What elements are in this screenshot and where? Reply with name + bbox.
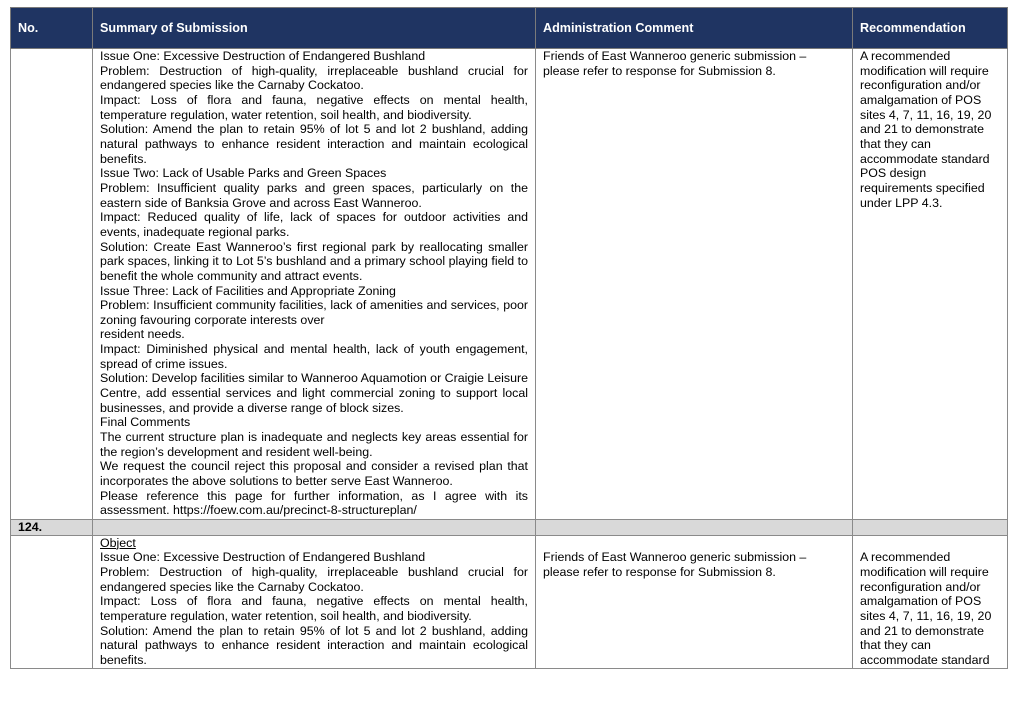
summary-line: Impact: Loss of flora and fauna, negative effects on mental health, temperature regulation, water retention, soil health, and biodiversity. [100,594,528,623]
header-summary: Summary of Submission [93,8,536,49]
cell-comment: Friends of East Wanneroo generic submission – please refer to response for Submission 8. [536,49,853,520]
summary-line: Impact: Loss of flora and fauna, negative effects on mental health, temperature regulation, water retention, soil health, and biodiversity. [100,92,528,122]
summary-line: Problem: Destruction of high-quality, irreplaceable bushland crucial for endangered species like the Carnaby Cockatoo. [100,63,528,93]
summary-line: The current structure plan is inadequate and neglects key areas essential for the region’s development and resident well-being. [100,430,528,459]
summary-line: resident needs. [100,327,185,342]
summary-line: Issue One: Excessive Destruction of Endangered Bushland [100,49,426,63]
header-comment: Administration Comment [536,8,853,49]
recommendation-line: POS design [860,166,927,181]
recommendation-line: and 21 to demonstrate [860,122,984,137]
cell-recommendation [853,49,1008,520]
header-recommendation: Recommendation [853,8,1008,49]
number-row-empty [536,520,853,536]
recommendation-line: that they can [860,638,931,653]
summary-line: Final Comments [100,415,191,430]
cell-summary [93,49,536,520]
summary-line: Issue Three: Lack of Facilities and Appropriate Zoning [100,283,396,298]
summary-line: Impact: Reduced quality of life, lack of spaces for outdoor activities and events, inadequate regional parks. [100,210,528,239]
recommendation-line: requirements specified [860,180,985,195]
recommendation-line: amalgamation of POS [860,594,982,609]
summary-line: Please reference this page for further information, as I agree with its assessment. https://foew.com.au/precinct-8-structureplan/ [100,488,528,518]
recommendation-line: A recommended [860,550,951,565]
recommendation-line: sites 4, 7, 11, 16, 19, 20 [860,107,992,122]
summary-line: Solution: Amend the plan to retain 95% of lot 5 and lot 2 bushland, adding natural pathways to enhance resident interaction and maintain ecological benefits. [100,623,528,667]
cell-no [11,535,93,668]
submission-number: 124. [11,520,93,536]
recommendation-line: that they can [860,136,931,151]
recommendation-line: and 21 to demonstrate [860,623,984,638]
table-row [11,49,1008,520]
summary-line: Issue One: Excessive Destruction of Endangered Bushland [100,550,426,565]
cell-comment [536,535,853,668]
recommendation-line: accommodate standard [860,151,990,166]
recommendation-line: accommodate standard [860,652,990,667]
number-row-empty [93,520,536,536]
header-no: No. [11,8,93,49]
summary-line: Solution: Create East Wanneroo’s first regional park by reallocating smaller park spaces, linking it to Lot 5’s bushland and a primary school playing field to benefit the whole community and attract events. [100,239,528,283]
submissions-table [10,7,1008,669]
number-row-empty [853,520,1008,536]
recommendation-line: under LPP 4.3. [860,195,943,210]
table-row [11,535,1008,668]
summary-line: Issue Two: Lack of Usable Parks and Green Spaces [100,166,387,181]
summary-line: Problem: Insufficient quality parks and green spaces, particularly on the eastern side of Banksia Grove and across East Wanneroo. [100,180,528,210]
spacer [543,536,845,551]
cell-recommendation [853,535,1008,668]
submission-number-row [11,520,1008,536]
comment-text: Friends of East Wanneroo generic submission – please refer to response for Submission 8. [543,550,807,579]
summary-heading: Object [100,535,136,550]
recommendation-line: A recommended [860,49,951,63]
summary-line: Impact: Diminished physical and mental health, lack of youth engagement, spread of crime issues. [100,342,528,371]
summary-line: Problem: Insufficient community facilities, lack of amenities and services, poor zoning favouring corporate interests over [100,298,528,327]
recommendation-line: sites 4, 7, 11, 16, 19, 20 [860,608,992,623]
summary-line: Solution: Develop facilities similar to Wanneroo Aquamotion or Craigie Leisure Centre, add essential services and light commercial zoning to support local businesses, and provide a diverse range of block sizes. [100,371,528,415]
recommendation-line: reconfiguration and/or [860,78,981,93]
summary-line: We request the council reject this proposal and consider a revised plan that incorporates the above solutions to better serve East Wanneroo. [100,459,528,489]
cell-summary [93,535,536,668]
recommendation-line: modification will require [860,63,989,78]
recommendation-line: reconfiguration and/or [860,579,981,594]
summary-line: Solution: Amend the plan to retain 95% of lot 5 and lot 2 bushland, adding natural pathways to enhance resident interaction and maintain ecological benefits. [100,122,528,166]
header-row [11,8,1008,49]
recommendation-line: amalgamation of POS [860,92,982,107]
spacer [860,536,1000,551]
recommendation-line: modification will require [860,564,989,579]
summary-line: Problem: Destruction of high-quality, irreplaceable bushland crucial for endangered species like the Carnaby Cockatoo. [100,564,528,594]
cell-no [11,49,93,520]
